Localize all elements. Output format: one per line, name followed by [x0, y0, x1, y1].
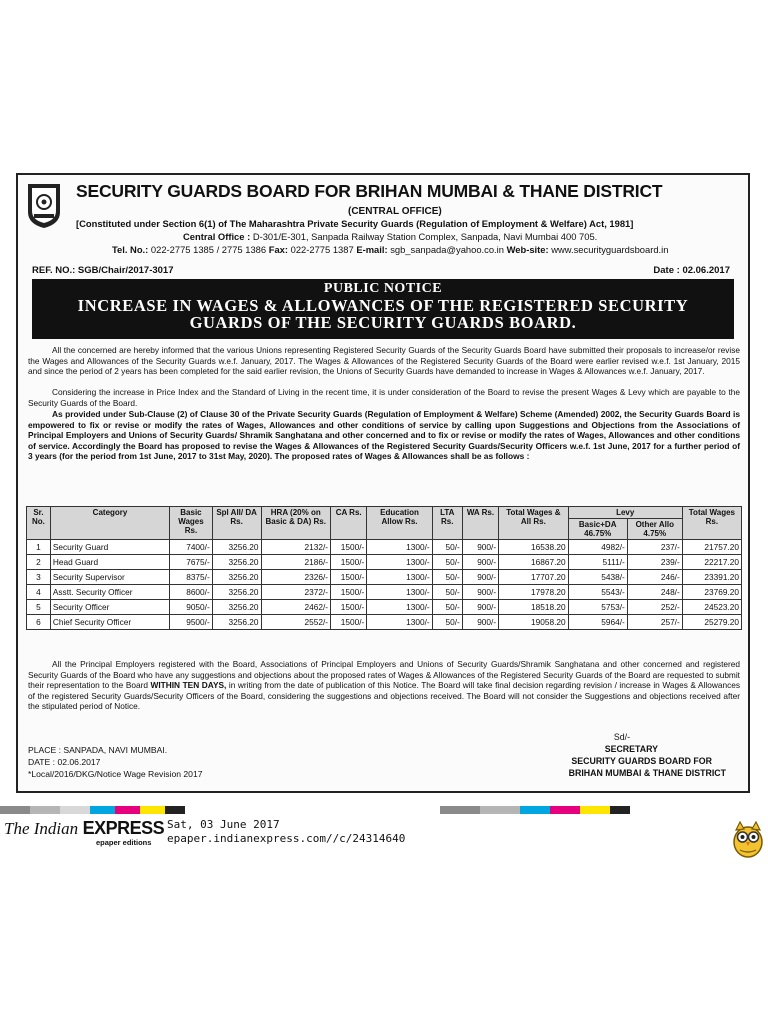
col-basic: Basic Wages Rs. [170, 507, 213, 540]
banner-headline-1: INCREASE IN WAGES & ALLOWANCES OF THE REGISTERED SECURITY [77, 296, 689, 315]
table-row: 6 Chief Security Officer 9500/- 3256.20 2552/- 1500/- 1300/- 50/- 900/- 19058.20 5964/- 257/- 25279.20 [27, 615, 742, 630]
table-row: 4 Asstt. Security Officer 8600/- 3256.20 2372/- 1500/- 1300/- 50/- 900/- 17978.20 5543/- 248/- 23769.20 [27, 585, 742, 600]
place-line: PLACE : SANPADA, NAVI MUMBAI. [28, 745, 168, 755]
col-levy-da: Basic+DA 46.75% [568, 519, 627, 540]
col-lta: LTA Rs. [432, 507, 462, 540]
epaper-date: Sat, 03 June 2017 [167, 818, 280, 831]
owl-icon [732, 820, 764, 858]
table-row: 1 Security Guard 7400/- 3256.20 2132/- 1500/- 1300/- 50/- 900/- 16538.20 4982/- 237/- 21757.20 [27, 540, 742, 555]
public-notice [16, 173, 750, 793]
table-row: 2 Head Guard 7675/- 3256.20 2186/- 1500/- 1300/- 50/- 900/- 16867.20 5111/- 239/- 22217.20 [27, 555, 742, 570]
col-hra: HRA (20% on Basic & DA) Rs. [261, 507, 331, 540]
paragraph-2: Considering the increase in Price Index and the Standard of Living in the recent time, it is under consideration of the Board to revise the present Wages & Levy which are payable to the Security Guards of the Board. [28, 387, 740, 408]
col-total: Total Wages Rs. [682, 507, 741, 540]
notice-banner [32, 279, 734, 339]
banner-headline-2: GUARDS OF THE SECURITY GUARDS BOARD. [189, 313, 577, 332]
banner-label: PUBLIC NOTICE [323, 281, 443, 296]
col-sr: Sr. No. [27, 507, 51, 540]
epaper-meta [167, 818, 405, 846]
epaper-url[interactable]: epaper.indianexpress.com//c/24314640 [167, 832, 406, 845]
file-reference: *Local/2016/DKG/Notice Wage Revision 2017 [28, 769, 203, 779]
board-emblem-icon [24, 182, 64, 230]
constitution-note: [Constituted under Section 6(1) of The Maharashtra Private Security Guards (Regulation of Employment & Welfare) Act, 1981] [76, 218, 634, 229]
office-label: (CENTRAL OFFICE) [348, 206, 442, 217]
col-total-wages-all: Total Wages & All Rs. [499, 507, 569, 540]
paragraph-3: As provided under Sub-Clause (2) of Clause 30 of the Private Security Guards (Regulation of Employment & Welfare) Scheme (Amended) 2002, the Security Guards Board is empowered to fix or revise or modify the rates of Wages, Allowances and other conditions of service by calling upon Suggestions and Objections from the Associations of Principal Employers and Unions of Security Guards/ Shramik Sanghatana and other concerned and to fix or revise or modify the rates of Wages, Allowances and other conditions of service. Accordingly the Board has proposed to revise the Wages & Allowances of the Registered Security Guards/Security Officers w.e.f. 1st June, 2017 for a further period of 3 years (for the period from 1st June, 2017 to 31st May, 2020). The proposed rates of Wages & Allowances shall be as follows : [28, 409, 740, 462]
signatory-title: SECRETARY [604, 744, 658, 754]
deadline-emphasis: WITHIN TEN DAYS, [150, 680, 227, 691]
col-wa: WA Rs. [462, 507, 498, 540]
board-title: SECURITY GUARDS BOARD FOR BRIHAN MUMBAI & THANE DISTRICT [76, 181, 663, 201]
date-line: DATE : 02.06.2017 [28, 757, 101, 767]
col-spl: Spl All/ DA Rs. [212, 507, 261, 540]
reference-number: REF. NO.: SGB/Chair/2017-3017 [32, 265, 174, 276]
central-office-address: Central Office : D-301/E-301, Sanpada Railway Station Complex, Sanpada, Navi Mumbai 400 705. [183, 231, 598, 242]
signatory-org-1: SECURITY GUARDS BOARD FOR [571, 756, 712, 766]
contact-line: Tel. No.: 022-2775 1385 / 2775 1386 Fax: 022-2775 1387 E-mail: sgb_sanpada@yahoo.co.in Web-site: www.securityguardsboard.in [112, 244, 669, 255]
paragraph-1: All the concerned are hereby informed that the various Unions representing Registered Security Guards of the Security Guards Board have submitted their proposals to increase/or revise the Wages and Allowances of the Security Guards w.e.f. January, 2017. The Wages & Allowances of the Registered Security Guards of the Board were earlier revised w.e.f. 1st January, 2015 and since the period of 2 years has been completed for the said earlier revision, the Unions of Security Guards have demanded to increase in Wages & Allowances w.e.f. January, 2017. [28, 345, 740, 377]
indian-express-logo: The Indian EXPRESS epaper editions [4, 818, 165, 847]
col-levy-other: Other Allo 4.75% [627, 519, 682, 540]
signatory-org-2: BRIHAN MUMBAI & THANE DISTRICT [568, 768, 726, 778]
wages-table [26, 506, 742, 630]
notice-date: Date : 02.06.2017 [653, 265, 730, 276]
col-ca: CA Rs. [331, 507, 367, 540]
table-row: 5 Security Officer 9050/- 3256.20 2462/- 1500/- 1300/- 50/- 900/- 18518.20 5753/- 252/- 24523.20 [27, 600, 742, 615]
col-levy: Levy [568, 507, 682, 519]
signature-sd: Sd/- [613, 732, 630, 742]
table-row: 3 Security Supervisor 8375/- 3256.20 2326/- 1500/- 1300/- 50/- 900/- 17707.20 5438/- 246/- 23391.20 [27, 570, 742, 585]
col-category: Category [50, 507, 169, 540]
paragraph-4: All the Principal Employers registered with the Board, Associations of Principal Employers and Unions of Security Guards/Shramik Sanghatana and other concerned and registered Security Guards of the Board who have any suggestions and objections about the proposed rates of Wages & Allowances of the Registered Security Guards of the Board are requested to submit their representation to the Board WITHIN TEN DAYS, in writing from the date of publication of this Notice. The Board will take final decision regarding revision / increase in Wages & Allowances of the registered Security Guards/Security Officers of the Board, considering the suggestions and objections received. The Board will not consider the Suggestions and objections received after the stipulated period of Notice. [28, 659, 741, 712]
col-education: Education Allow Rs. [367, 507, 432, 540]
